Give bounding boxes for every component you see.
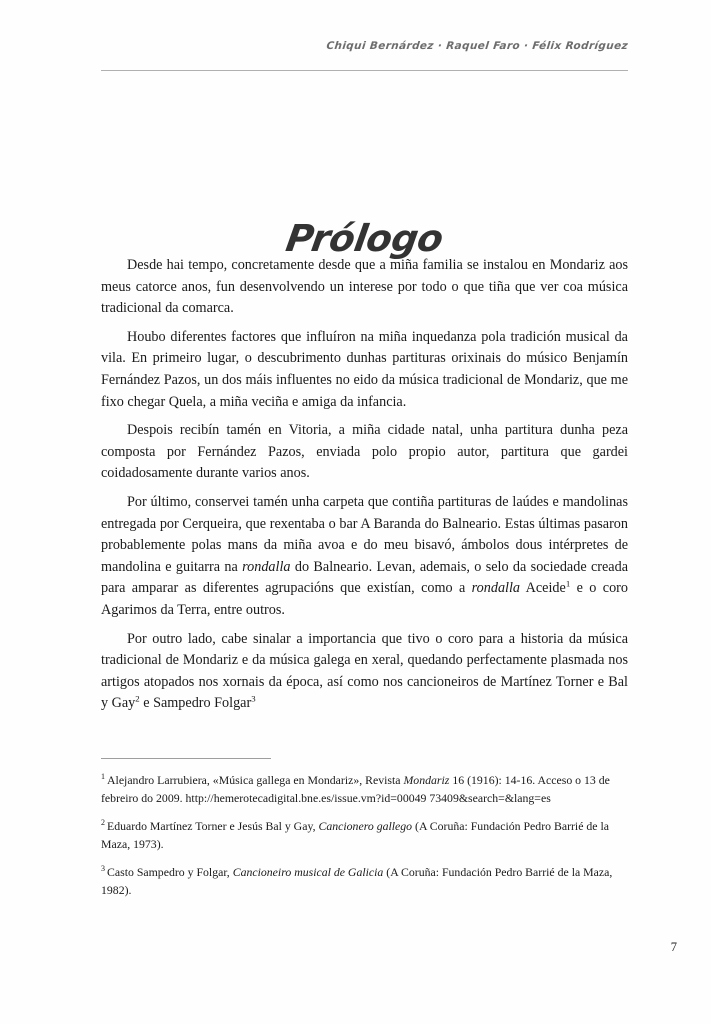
footnote [101,771,628,808]
footnote-marker: 3 [101,863,106,873]
page-number: 7 [670,940,677,954]
footnote [101,863,628,900]
footnote-marker: 1 [101,772,106,782]
footnote-text: Casto Sampedro y Folgar, Cancioneiro musical de Galicia (A Coruña: Fundación Pedro Barrié de la Maza, 1982). [101,864,613,898]
paragraph: Por outro lado, cabe sinalar a importancia que tivo o coro para a historia da música tradicional de Mondariz e da música galega en xeral, quedando perfectamente plasmada nos artigos atopados nos xornais da época, así como nos cancioneiros de Martínez Torner e Bal y Gay$^2$ e Sampedro Folgar$^3$ [101,630,628,712]
header-rule [101,70,628,71]
paragraph: Despois recibín tamén en Vitoria, a miña cidade natal, unha partitura dunha peza composta por Fernández Pazos, enviada polo propio autor, partitura que gardei coidadosamente durante varios anos. [101,422,628,482]
paragraph: Houbo diferentes factores que influíron na miña inquedanza pola tradición musical da vila. En primeiro lugar, o descubrimento dunhas partituras orixinais do músico Benjamín Fernández Pazos, un dos máis influentes no eido da música tradicional de Mondariz, que me fixo chegar Quela, a miña veciña e amiga da infancia. [101,328,628,410]
footnotes-section [101,758,628,899]
paragraph: Desde hai tempo, concretamente desde que a miña familia se instalou en Mondariz aos meus catorce anos, fun desenvolvendo un interese por todo o que tiña que ver coa música tradicional da comarca. [101,257,628,317]
footnote-marker: 2 [101,817,106,827]
footnote-separator-rule [101,758,271,759]
page-title: Prólogo [283,216,446,260]
paragraph: Por último, conservei tamén unha carpeta que contiña partituras de laúdes e mandolinas entregada por Cerqueira, que rexentaba o bar A Baranda do Balneario. Estas últimas pasaron probablemente polas mans da miña avoa e do meu bisavó, ámbolos dous intérpretes de mandolina e guitarra na rondalla do Balneario. Levan, ademais, o selo da sociedade creada para amparar as diferentes agrupacións que existían, como a rondalla Aceide$^1$ e o coro Agarimos da Terra, entre outros. [101,493,628,618]
footnote-text: Alejandro Larrubiera, «Música gallega en Mondariz», Revista Mondariz 16 (1916): 14-16. Acceso o 13 de febreiro do 2009. http://hemerotecadigital.bne.es/issue.vm?id=00049 73409&search=&lang=es [101,773,610,806]
body-text-block [101,255,628,715]
footnote-text: Eduardo Martínez Torner e Jesús Bal y Gay, Cancionero gallego (A Coruña: Fundación Pedro Barrié de la Maza, 1973). [101,818,609,852]
footnote [101,817,628,854]
running-head: Chiqui Bernárdez · Raquel Faro · Félix Rodríguez [325,40,629,52]
